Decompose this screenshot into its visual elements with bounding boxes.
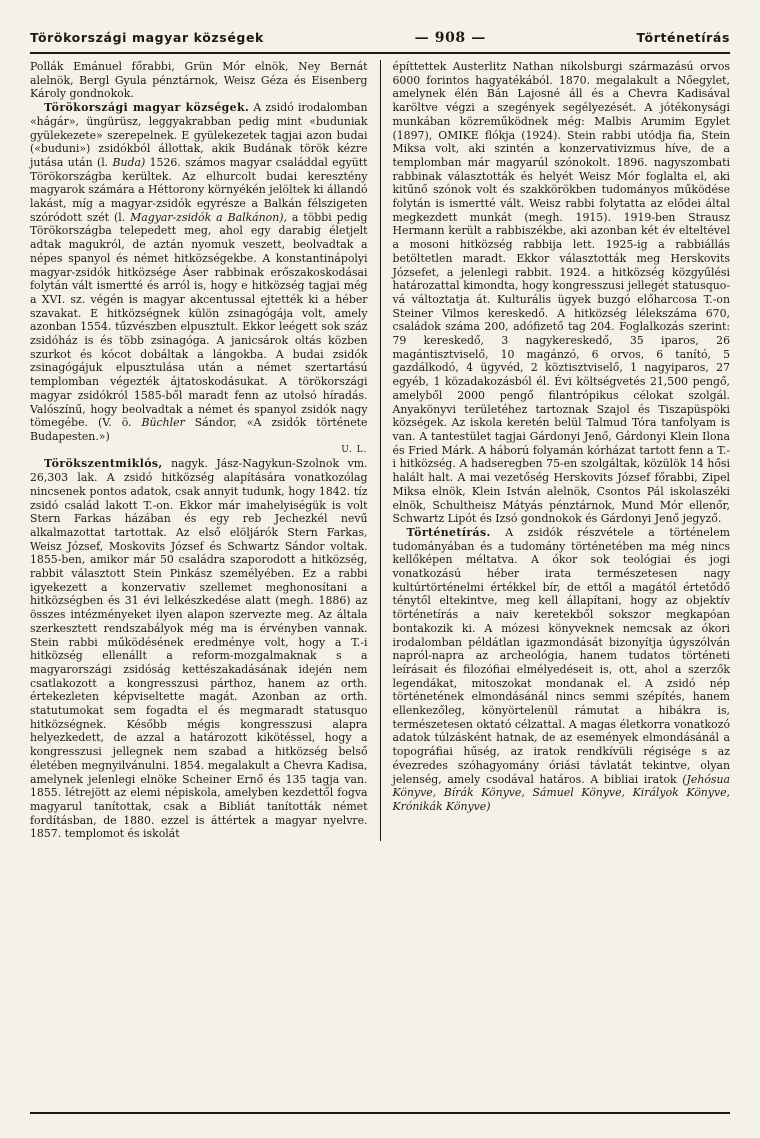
bible-books-list: (Jehósua Könyve, Bírák Könyve, Sámuel Könyve, Királyok Könyve, Krónikák Könyve) [392, 772, 731, 813]
running-head-right: Történetírás [636, 30, 730, 45]
article-torokorszagi [30, 101, 368, 457]
article-torokszentmiklos-continued: építtettek Austerlitz Nathan nikolsburgi származású orvos 6000 forintos hagyatékából. 1870. megalakult a Nőegylet, amelynek élén Bán Lajosné áll és a Chevra Kadisával karöltve végzi a szegények segélyezését. A jótékonysági munkában közreműködnek még: Malbis Arumim Egylet (1897), OMIKE flókja (1924). Stein rabbi utódja fia, Stein Miksa volt, aki szintén a konzervativizmus híve, de a templomban már magyarúl szónokolt. 1896. nagyszombati rabbinak választották és helyét Weisz Mór foglalta el, aki kitűnő szónok volt és szakkörökben tudományos működése folytán is ismertté vált. Weisz rabbi folytatta az elődei által megkezdett munkát (megh. 1915). 1919-ben Strausz Hermann került a rabbiszékbe, aki azonban két év elteltével a mosoni hitközség rabbija lett. 1925-ig a rabbiállás betöltetlen maradt. Ekkor választották meg Herskovits Józsefet, a jelenlegi rabbit. 1924. a hitközség közgyűlési határozattal kimondta, hogy kongresszusi jellegét statusquo-vá változtatja át. Kulturális ügyek buzgó előharcosa T.-on Steiner Vilmos kereskedő. A hitközség lélekszáma 670, családok száma 200, adófizető tag 204. Foglalkozás szerint: 79 kereskedő, 3 nagykereskedő, 35 iparos, 26 magántisztviselő, 10 magánzó, 6 orvos, 6 tanító, 5 gazdálkodó, 4 ügyvéd, 2 köztisztviselő, 1 nagyiparos, 27 egyéb, 1 közadakozásból él. Évi költségvetés 21,500 pengő, amelyből 2000 pengő filantrópikus célokat szolgál. Anyakönyvi területéhez tartoznak Szajol és Tiszapüspöki községek. Az iskola keretén belül Talmud Tóra tanfolyam is van. A tantestület tagjai Gárdonyi Jenő, Gárdonyi Klein Ilona és Fried Márk. A háború folyamán kórházat tartott fenn a T.-i hitközség. A hadseregben 75-en szolgáltak, közülök 14 hősi halált halt. A mai vezetőség Herskovits József főrabbi, Zipel Miksa elnök, Klein István alelnök, Csontos Pál iskolaszéki elnök, Schultheisz Mátyás pénztárnok, Mund Mór ellenőr, Schwartz Lipót és Izsó gondnokok és Gárdonyi Jenő jegyző. [392, 60, 731, 526]
article-heading-torokszentmiklos: Törökszentmiklós, [44, 457, 163, 471]
running-head [30, 30, 730, 50]
article-text: A zsidó irodalomban «hágár», üngürüsz, leggyakrabban pedig mint «buduniak gyülekezete» szerepelnek. E gyülekezetek tagjai azon budai («buduni») zsidókból állottak, akik Budának török kézre jutása után (l. [30, 101, 368, 169]
article-text: 1526. számos magyar családdal együtt Törökországba kerültek. Az elhurcolt budai keresztény magyarok számára a Héttorony környékén jelöltek ki állandó lakást, míg a magyar-zsidók egyrésze a Balkán félszigeten szóródott szét (l. [30, 155, 368, 224]
article-heading-torokorszagi: Törökországi magyar községek. [44, 101, 250, 115]
cited-author: Büchler [141, 416, 185, 430]
text-columns [30, 60, 730, 841]
author-signature: U. L. [341, 444, 368, 455]
column-divider [380, 60, 381, 841]
right-column [393, 60, 731, 841]
cross-reference: Magyar-zsidók a Balkánon), [130, 210, 287, 224]
paragraph-board-members: Pollák Emánuel főrabbi, Grün Mór elnök, Ney Bernát alelnök, Bergl Gyula pénztárnok, Weisz Géza és Eisenberg Károly gondnokok. [30, 60, 368, 101]
article-tortenetiras [393, 526, 731, 814]
article-text: A zsidók részvétele a történelem tudományában és a tudomány történetében ma még nincs kellőképen méltatva. A ókor sok teológiai és jogi vonatkozású héber irata természetesen nagy kultúrtörténelmi értékkel bír, de ettől a magától értetődő ténytől eltekintve, meg kell állapítani, hogy az objektív történetírás a naiv keretekből sokszor megkapóan bontakozik ki. A mózesi könyveknek nemcsak az ókori irodalomban példátlan igazmondását bizonyítja úgyszólván napról-napra az archeológia, hanem tudatos történeti leírásait és filozófiai elmélyedéseit is, ott, ahol a szerzők legendákat, mitoszokat mondanak el. A zsidó nép történetének elmondásánál nincs semmi szépítés, hanem ellenkezőleg, könyörtelenül rámutat a hibákra is, természetesen oktató célzattal. A magas életkorra vonatkozó adatok túlzásként hatnak, de az események elmondásánál a topográfiai hűség, az iratok rendkívüli régisége s az évezredes szóhagyomány óriási távlatát tekintve, olyan jelenség, amely csodával határos. A bibliai iratok [392, 525, 731, 786]
cross-reference: Buda) [112, 155, 146, 169]
left-column [30, 60, 368, 841]
article-heading-tortenetiras: Történetírás. [406, 525, 491, 539]
page-number: — 908 — [414, 30, 486, 46]
article-text: a többi pedig Törökországba telepedett meg, ahol egy darabig életjelt adtak magukról, de aztán nyomuk veszett, beolvadtak a népes spanyol és német hitközségekbe. A konstantinápolyi magyar-zsidók hitközsége Áser rabbinak erőszakoskodásai folytán vált ismertté és arról is, hogy e hitközség tagjai még a XVI. sz. végén is magyar akcentussal ejtették ki a héber szavakat. E hitközségnek külön zsinagógája volt, amely azonban 1554. tűzvészben elpusztult. Ekkor leégett sok száz zsidóház is és több zsinagóga. A janicsárok oltás közben szurkot és kócot dobáltak a lángokba. A budai zsidók zsinagógájuk elpusztulása után a német szertartású templomban végezték ájtatoskodásukat. A törökországi magyar zsidókról 1585-ből maradt fenn az utolsó híradás. Valószínű, hogy beolvadtak a német és spanyol zsidók nagy tömegébe. (V. ö. [30, 210, 368, 430]
running-head-left: Törökországi magyar községek [30, 30, 264, 45]
article-text: Sándor, «A zsidók története Budapesten.») [30, 416, 368, 443]
footer-rule [30, 1112, 730, 1114]
article-text: nagyk. Jász-Nagykun-Szolnok vm. 26,303 lak. A zsidó hitközség alapítására vonatkozólag nincsenek pontos adatok, csak annyit tudunk, hogy 1842. tíz zsidó család lakott T.-on. Ekkor már imahelyiségük is volt Stern Farkas házában és egy reb Jechezkél nevű alkalmazottat tartottak. Az első elöljárók Stern Farkas, Weisz József, Moskovits József és Schwartz Sándor voltak. 1855-ben, amikor már 50 családra szaporodott a hitközség, rabbit választott Stein Pinkász személyében. Ez a rabbi igyekezett a konzervativ szellemet meghonosítani a hitközségben és 31 évi lelkészkedése alatt (megh. 1886) az összes intézményeket ilyen alapon szervezte meg. Az általa szerkesztett rendszabályok még ma is érvényben vannak. Stein rabbi működésének eredménye volt, hogy a T.-i hitközség ellenállt a reform-mozgalmaknak s a magyarországi zsidóság kettészakadásának idején nem csatlakozott a kongresszusi párthoz, hanem az orth. értekezleten képviseltette magát. Azonban az orth. statutumokat sem fogadta el és megmaradt statusquo hitközségnek. Később mégis kongresszusi alapra helyezkedett, de azzal a határozott kikötéssel, hogy a kongresszusi jellegnek nem szabad a hitközség belső életében megnyilvánulni. 1854. megalakult a Chevra Kadisa, amelynek jelenlegi elnöke Scheiner Ernő és 135 tagja van. 1855. létrejött az elemi népiskola, amelyben kezdettől fogva magyarul tanítottak, csak a Bibliát tanították német fordításban, de 1880. ezzel is áttértek a magyar nyelvre. 1857. templomot és iskolát [30, 457, 368, 841]
article-torokszentmiklos [30, 457, 368, 841]
header-rule [30, 52, 730, 54]
